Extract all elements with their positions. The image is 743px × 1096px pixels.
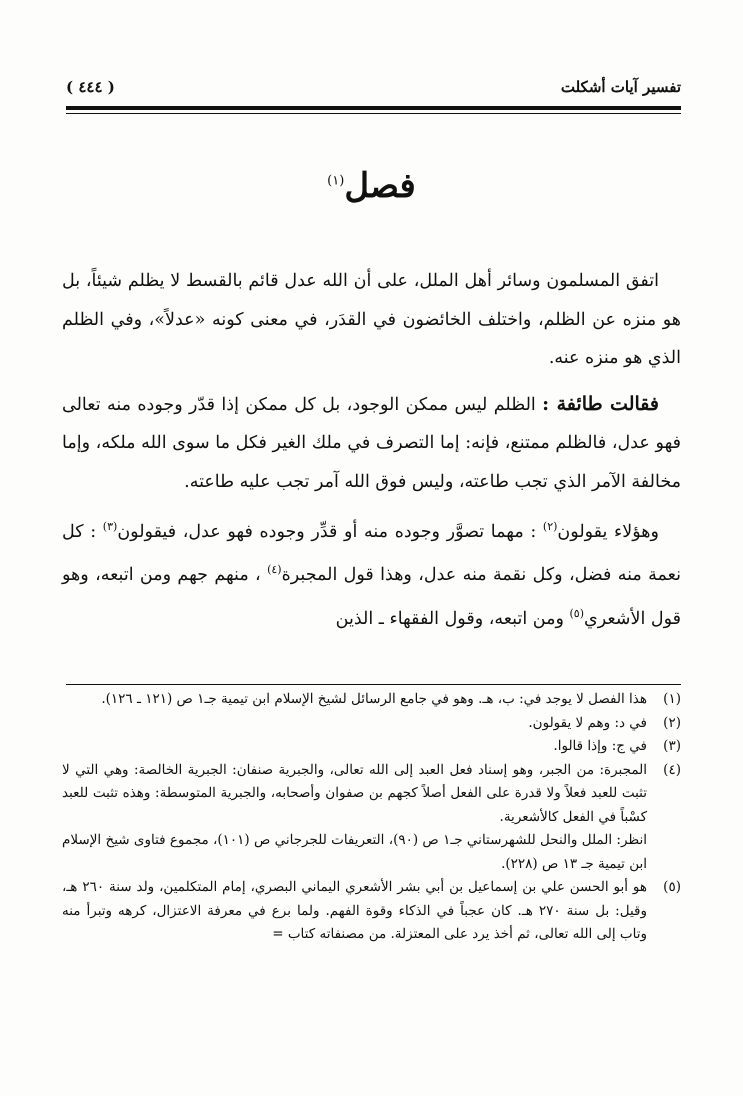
section-title bbox=[0, 166, 743, 206]
footnote-reference-list: انظر: الملل والنحل للشهرستاني جـ١ ص (٩٠)، التعريفات للجرجاني ص (١٠١)، مجموع فتاوى شيخ الإسلام ابن تيمية جـ ١٣ ص (٢٢٨). bbox=[62, 832, 647, 872]
page-number: ( ٤٤٤ ) bbox=[66, 78, 115, 96]
section-title-text: فصل bbox=[344, 166, 416, 206]
book-title: تفسير آيات أشكلت bbox=[560, 78, 681, 96]
footnote-ref-2[interactable]: (٢) bbox=[542, 520, 558, 533]
footnote-body bbox=[62, 759, 647, 877]
paragraph-2-lead: فقالت طائفة : bbox=[542, 392, 659, 415]
footnote-number: (٢) bbox=[663, 714, 681, 731]
paragraph-1: اتفق المسلمون وسائر أهل الملل، على أن الله عدل قائم بالقسط لا يظلم شيئاً، بل هو منزه عن الظلم، واختلف الخائضون في القدَر، في معنى كونه «عدلاً»، وفي الظلم الذي هو منزه عنه. bbox=[62, 271, 681, 368]
paragraph-3 bbox=[62, 508, 681, 638]
footnote-separator bbox=[66, 684, 681, 685]
paragraph-2 bbox=[62, 385, 681, 502]
footnote bbox=[62, 712, 681, 736]
footnote-text: هذا الفصل لا يوجد في: ب، هـ. وهو في جامع الرسائل لشيخ الإسلام ابن تيمية جـ١ ص (١٢١ ـ ١٢٦). bbox=[101, 691, 647, 707]
footnote bbox=[62, 688, 681, 712]
footnote-text: هو أبو الحسن علي بن إسماعيل بن أبي بشر الأشعري اليماني البصري، إمام المتكلمين، ولد سنة ٢٦٠ هـ، وقيل: بل سنة ٢٧٠ هـ. كان عجباً في الذكاء وقوة الفهم. ولما برع في معرفة الاعتزال، كرهه وتبرأ منه وتاب إلى الله تعالى، ثم أخذ يرد على المعتزلة. من مصنفاته كتاب = bbox=[62, 879, 648, 942]
footnote bbox=[62, 735, 681, 759]
paragraph-2-text: الظلم ليس ممكن الوجود، بل كل ممكن إذا قدّر وجوده منه تعالى فهو عدل، فالظلم ممتنع، فإنه: إما التصرف في ملك الغير فكل ما سوى الله ملكه، وإما مخالفة الآمر الذي تجب طاعته، وليس فوق الله آمر تجب عليه طاعته. bbox=[62, 394, 681, 492]
main-text bbox=[62, 262, 681, 645]
footnote-text: في د: وهم لا يقولون. bbox=[528, 714, 647, 731]
title-footnote-ref[interactable]: (١) bbox=[327, 173, 345, 189]
paragraph-3-part-a: وهؤلاء يقولون bbox=[557, 521, 659, 542]
footnote-number: (٣) bbox=[663, 738, 681, 754]
footnote-text: المجبرة: من الجبر، وهو إسناد فعل العبد إلى الله تعالى، والجبرية صنفان: الجبرية الخالصة: وهي التي لا تثبت للعبد فعلاً ولا قدرة على الفعل أصلاً كجهم بن صفوان وأصحابه، والجبرية المتوسطة: وهذه تثبت للعبد كسْباً في الفعل كالأشعرية. bbox=[62, 761, 647, 825]
footnote-ref-3[interactable]: (٣) bbox=[102, 520, 118, 533]
footnote-text: في ج: وإذا قالوا. bbox=[553, 738, 647, 754]
header-rule-thick bbox=[66, 106, 681, 110]
paragraph-3-part-d: ، منهم جهم ومن اتبعه، وهو قول الأشعري bbox=[62, 565, 681, 629]
header-rule-thin bbox=[66, 113, 681, 114]
footnotes bbox=[62, 688, 681, 947]
footnote-number: (٤) bbox=[663, 761, 681, 778]
footnote-number: (٥) bbox=[663, 879, 681, 895]
running-header bbox=[66, 74, 681, 100]
paragraph-3-part-c: : كل نعمة منه فضل، وكل نقمة منه عدل، وهذا قول المجبرة bbox=[62, 521, 681, 586]
footnote bbox=[62, 759, 681, 877]
paragraph-3-part-e: ومن اتبعه، وقول الفقهاء ـ الذين bbox=[335, 608, 564, 629]
footnote-ref-4[interactable]: (٤) bbox=[267, 563, 282, 577]
footnote-ref-5[interactable]: (٥) bbox=[569, 606, 584, 620]
footnote-number: (١) bbox=[663, 691, 681, 707]
footnote bbox=[62, 876, 681, 947]
paragraph-3-part-b: : مهما تصوَّر وجوده منه أو قدِّر وجوده فهو عدل، فيقولون bbox=[117, 521, 537, 542]
